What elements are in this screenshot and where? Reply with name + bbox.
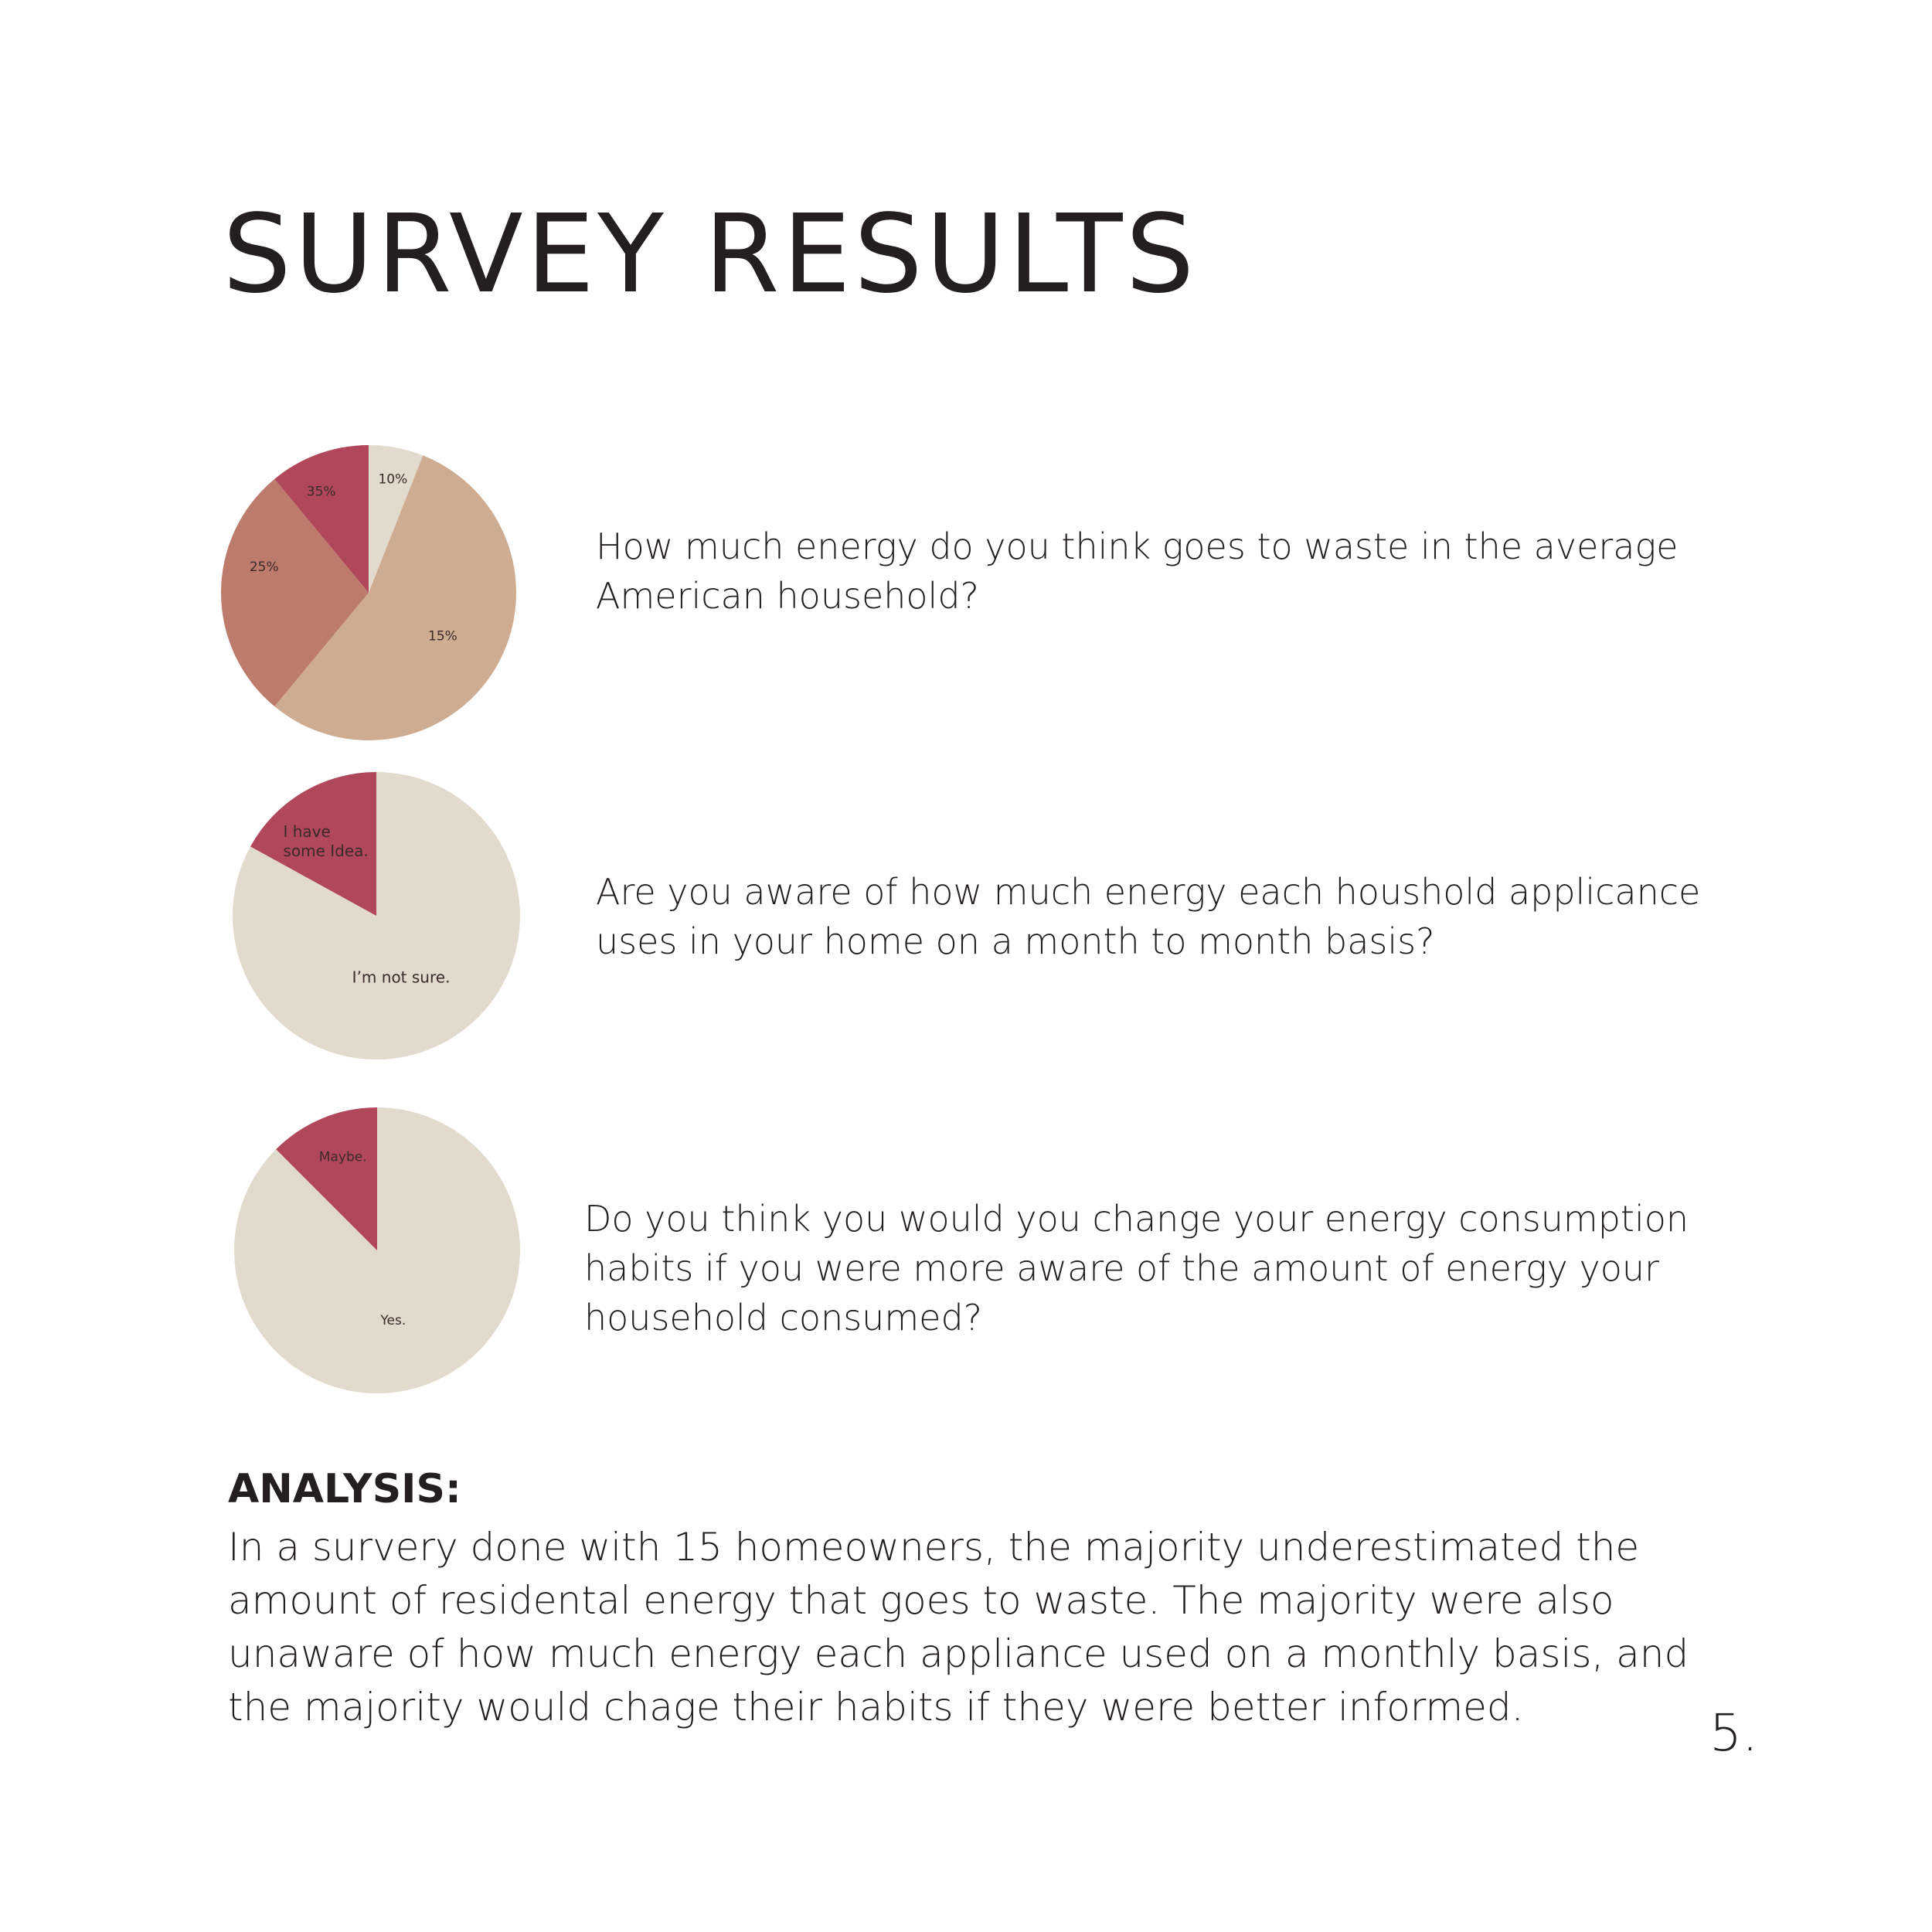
question-appliance-awareness: Are you aware of how much energy each houshold applicance uses in your home on a month to month basis? [596, 871, 1701, 962]
pie-slice-label: 10% [378, 471, 408, 488]
pie-slice-label: 25% [249, 560, 279, 576]
page-number: 5. [1709, 1703, 1758, 1763]
pie-slice-label: I have some Idea. [283, 821, 369, 860]
question-habit-change: Do you think you would you change your energy consumption habits if you were more aware of the amount of energy your household consumed? [584, 1198, 1689, 1338]
pie-slice-label: Yes. [380, 1313, 406, 1329]
pie-chart-habit-change [233, 1106, 522, 1395]
analysis-body: In a survery done with 15 homeowners, the majority underestimated the amount of residental energy that goes to waste. The majority were also unaware of how much energy each appliance used on a monthly basis, and the majority would chage their habits if they were better informed. [228, 1525, 1689, 1730]
pie-chart-appliance-awareness [231, 770, 522, 1061]
pie-slice-label: I’m not sure. [352, 968, 451, 987]
question-waste-estimate: How much energy do you think goes to waste in the average American household? [596, 526, 1679, 617]
pie-slice-label: 35% [306, 484, 336, 500]
pie-chart-waste-estimate [219, 444, 518, 742]
pie-slice-label: 15% [428, 628, 457, 645]
page-title: SURVEY RESULTS [223, 192, 1198, 318]
analysis-heading: ANALYSIS: [228, 1466, 461, 1512]
pie-slice-label: Maybe. [318, 1149, 367, 1165]
